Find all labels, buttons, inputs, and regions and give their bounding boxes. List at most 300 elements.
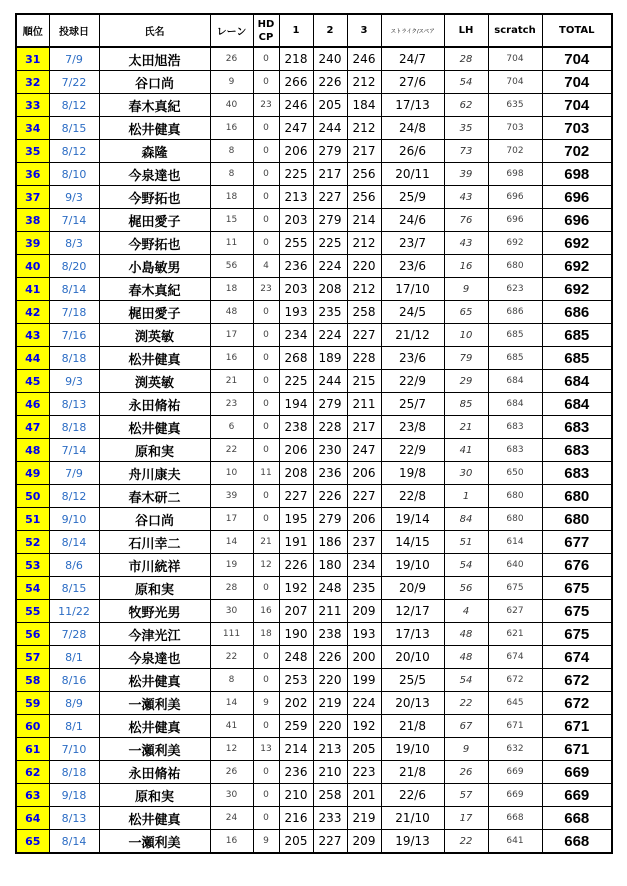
cell-lh: 48 [444,646,488,669]
cell-lane: 40 [210,94,253,117]
cell-game-3: 223 [347,761,381,784]
cell-name: 原和実 [99,577,210,600]
table-row [16,830,612,854]
cell-game-2: 236 [313,462,347,485]
cell-game-3: 237 [347,531,381,554]
cell-lane: 9 [210,71,253,94]
cell-total: 680 [542,485,612,508]
cell-name: 永田脩祐 [99,393,210,416]
cell-game-2: 226 [313,485,347,508]
table-row [16,140,612,163]
cell-total: 677 [542,531,612,554]
cell-scratch: 614 [488,531,542,554]
cell-game-2: 279 [313,393,347,416]
cell-name: 今泉達也 [99,163,210,186]
cell-total: 669 [542,784,612,807]
cell-game-1: 226 [279,554,313,577]
cell-total: 696 [542,186,612,209]
table-row [16,416,612,439]
cell-lh: 73 [444,140,488,163]
cell-lane: 30 [210,784,253,807]
cell-name: 小島敏男 [99,255,210,278]
cell-rank: 39 [16,232,49,255]
cell-strike-spare: 21/8 [381,761,444,784]
cell-strike-spare: 25/5 [381,669,444,692]
cell-lh: 22 [444,692,488,715]
cell-game-2: 227 [313,830,347,854]
cell-lane: 14 [210,692,253,715]
cell-total: 685 [542,324,612,347]
cell-name: 今泉達也 [99,646,210,669]
cell-lane: 22 [210,646,253,669]
cell-hdcp: 0 [253,117,279,140]
cell-lane: 18 [210,278,253,301]
table-row [16,94,612,117]
cell-lane: 26 [210,761,253,784]
cell-hdcp: 4 [253,255,279,278]
cell-lh: 54 [444,71,488,94]
cell-rank: 62 [16,761,49,784]
cell-lh: 67 [444,715,488,738]
cell-name: 松井健真 [99,669,210,692]
cell-lh: 79 [444,347,488,370]
cell-date: 9/3 [49,186,99,209]
cell-name: 松井健真 [99,807,210,830]
cell-lh: 54 [444,554,488,577]
cell-lh: 30 [444,462,488,485]
cell-total: 692 [542,232,612,255]
cell-hdcp: 0 [253,807,279,830]
cell-total: 686 [542,301,612,324]
cell-game-3: 220 [347,255,381,278]
cell-game-3: 212 [347,278,381,301]
table-row [16,278,612,301]
cell-scratch: 704 [488,71,542,94]
cell-strike-spare: 26/6 [381,140,444,163]
cell-name: 舟川康夫 [99,462,210,485]
cell-lane: 8 [210,669,253,692]
cell-strike-spare: 22/9 [381,370,444,393]
cell-game-2: 213 [313,738,347,761]
cell-game-1: 248 [279,646,313,669]
cell-date: 8/3 [49,232,99,255]
table-row [16,554,612,577]
cell-game-2: 208 [313,278,347,301]
cell-game-3: 217 [347,140,381,163]
cell-game-2: 244 [313,370,347,393]
cell-game-3: 205 [347,738,381,761]
header-row [16,14,612,47]
cell-lh: 22 [444,830,488,854]
cell-game-2: 279 [313,209,347,232]
cell-rank: 32 [16,71,49,94]
cell-hdcp: 0 [253,163,279,186]
cell-name: 一瀬利美 [99,830,210,854]
cell-game-2: 238 [313,623,347,646]
cell-lh: 41 [444,439,488,462]
cell-game-2: 224 [313,324,347,347]
cell-lane: 22 [210,439,253,462]
cell-date: 8/9 [49,692,99,715]
cell-game-2: 219 [313,692,347,715]
cell-hdcp: 0 [253,232,279,255]
cell-game-1: 193 [279,301,313,324]
cell-game-1: 238 [279,416,313,439]
cell-rank: 53 [16,554,49,577]
cell-date: 8/16 [49,669,99,692]
cell-game-3: 199 [347,669,381,692]
table-row [16,462,612,485]
cell-lane: 26 [210,47,253,71]
cell-game-2: 248 [313,577,347,600]
cell-strike-spare: 14/15 [381,531,444,554]
cell-scratch: 683 [488,439,542,462]
cell-name: 一瀬利美 [99,738,210,761]
cell-game-1: 203 [279,209,313,232]
cell-total: 675 [542,600,612,623]
cell-hdcp: 13 [253,738,279,761]
cell-date: 8/10 [49,163,99,186]
cell-rank: 40 [16,255,49,278]
cell-lh: 76 [444,209,488,232]
cell-game-1: 207 [279,600,313,623]
cell-date: 8/1 [49,646,99,669]
cell-date: 7/9 [49,462,99,485]
cell-date: 8/14 [49,278,99,301]
cell-total: 683 [542,439,612,462]
cell-game-3: 193 [347,623,381,646]
cell-date: 7/18 [49,301,99,324]
cell-game-3: 209 [347,600,381,623]
cell-lh: 85 [444,393,488,416]
cell-hdcp: 0 [253,715,279,738]
cell-game-2: 240 [313,47,347,71]
cell-lane: 19 [210,554,253,577]
cell-game-2: 205 [313,94,347,117]
cell-total: 675 [542,623,612,646]
cell-lane: 16 [210,830,253,854]
cell-lh: 57 [444,784,488,807]
cell-hdcp: 23 [253,94,279,117]
cell-name: 梶田愛子 [99,209,210,232]
cell-rank: 33 [16,94,49,117]
cell-rank: 43 [16,324,49,347]
cell-total: 683 [542,462,612,485]
cell-strike-spare: 20/9 [381,577,444,600]
cell-total: 671 [542,738,612,761]
cell-game-3: 192 [347,715,381,738]
cell-name: 牧野光男 [99,600,210,623]
cell-game-3: 256 [347,163,381,186]
cell-rank: 57 [16,646,49,669]
cell-hdcp: 0 [253,416,279,439]
cell-lh: 51 [444,531,488,554]
cell-scratch: 683 [488,416,542,439]
cell-total: 672 [542,669,612,692]
cell-lane: 8 [210,140,253,163]
cell-scratch: 680 [488,485,542,508]
cell-rank: 49 [16,462,49,485]
cell-date: 8/12 [49,140,99,163]
cell-lane: 17 [210,508,253,531]
cell-scratch: 685 [488,347,542,370]
cell-game-1: 214 [279,738,313,761]
header-lh: LH [444,14,488,47]
cell-total: 698 [542,163,612,186]
cell-game-3: 217 [347,416,381,439]
cell-total: 683 [542,416,612,439]
cell-game-2: 279 [313,140,347,163]
cell-date: 8/15 [49,117,99,140]
cell-strike-spare: 21/8 [381,715,444,738]
cell-game-2: 228 [313,416,347,439]
cell-scratch: 685 [488,324,542,347]
cell-name: 渕英敏 [99,324,210,347]
cell-scratch: 696 [488,209,542,232]
cell-game-3: 256 [347,186,381,209]
cell-lane: 23 [210,393,253,416]
cell-total: 672 [542,692,612,715]
cell-lane: 48 [210,301,253,324]
cell-game-1: 259 [279,715,313,738]
table-row [16,393,612,416]
cell-scratch: 684 [488,393,542,416]
cell-hdcp: 0 [253,784,279,807]
cell-date: 8/13 [49,393,99,416]
cell-rank: 38 [16,209,49,232]
cell-strike-spare: 17/13 [381,623,444,646]
table-row [16,577,612,600]
cell-rank: 55 [16,600,49,623]
cell-game-3: 219 [347,807,381,830]
cell-game-2: 279 [313,508,347,531]
cell-strike-spare: 24/5 [381,301,444,324]
cell-lh: 21 [444,416,488,439]
cell-lane: 30 [210,600,253,623]
cell-scratch: 698 [488,163,542,186]
cell-rank: 58 [16,669,49,692]
cell-date: 8/14 [49,830,99,854]
cell-game-2: 226 [313,71,347,94]
cell-rank: 64 [16,807,49,830]
cell-name: 松井健真 [99,117,210,140]
cell-rank: 65 [16,830,49,854]
table-row [16,600,612,623]
cell-rank: 63 [16,784,49,807]
cell-strike-spare: 24/6 [381,209,444,232]
cell-game-1: 236 [279,761,313,784]
cell-rank: 54 [16,577,49,600]
cell-total: 669 [542,761,612,784]
cell-lh: 56 [444,577,488,600]
table-row [16,531,612,554]
cell-game-2: 227 [313,186,347,209]
cell-game-3: 258 [347,301,381,324]
cell-strike-spare: 12/17 [381,600,444,623]
cell-game-1: 266 [279,71,313,94]
cell-lh: 28 [444,47,488,71]
cell-game-2: 210 [313,761,347,784]
cell-lh: 39 [444,163,488,186]
cell-lh: 65 [444,301,488,324]
cell-date: 7/16 [49,324,99,347]
table-row [16,71,612,94]
cell-scratch: 684 [488,370,542,393]
cell-scratch: 692 [488,232,542,255]
cell-game-2: 189 [313,347,347,370]
table-body [16,47,612,853]
cell-game-2: 233 [313,807,347,830]
cell-total: 671 [542,715,612,738]
cell-date: 8/18 [49,416,99,439]
header-game-2: 2 [313,14,347,47]
header-rank: 順位 [16,14,49,47]
cell-name: 今野拓也 [99,232,210,255]
cell-strike-spare: 17/13 [381,94,444,117]
cell-lh: 84 [444,508,488,531]
table-row [16,347,612,370]
cell-strike-spare: 19/10 [381,738,444,761]
cell-game-1: 246 [279,94,313,117]
cell-hdcp: 9 [253,830,279,854]
cell-game-3: 209 [347,830,381,854]
cell-date: 7/9 [49,47,99,71]
cell-scratch: 702 [488,140,542,163]
cell-name: 太田旭浩 [99,47,210,71]
cell-lh: 26 [444,761,488,784]
cell-game-2: 220 [313,669,347,692]
cell-scratch: 680 [488,508,542,531]
cell-game-3: 228 [347,347,381,370]
cell-lane: 16 [210,347,253,370]
cell-total: 703 [542,117,612,140]
cell-total: 680 [542,508,612,531]
cell-name: 今津光江 [99,623,210,646]
cell-scratch: 703 [488,117,542,140]
header-hdcp-line1: HD [257,18,275,30]
cell-game-1: 206 [279,439,313,462]
cell-rank: 47 [16,416,49,439]
cell-date: 9/3 [49,370,99,393]
cell-game-1: 205 [279,830,313,854]
header-hdcp [253,14,279,47]
cell-game-3: 206 [347,508,381,531]
cell-lane: 24 [210,807,253,830]
cell-game-1: 202 [279,692,313,715]
cell-strike-spare: 19/14 [381,508,444,531]
cell-game-1: 208 [279,462,313,485]
cell-lh: 9 [444,278,488,301]
cell-name: 春木真紀 [99,94,210,117]
cell-name: 松井健真 [99,416,210,439]
cell-game-1: 247 [279,117,313,140]
cell-lane: 111 [210,623,253,646]
cell-rank: 59 [16,692,49,715]
cell-game-2: 224 [313,255,347,278]
table-row [16,47,612,71]
cell-rank: 35 [16,140,49,163]
cell-rank: 36 [16,163,49,186]
table-header [16,14,612,47]
cell-total: 704 [542,47,612,71]
table-row [16,715,612,738]
cell-date: 8/20 [49,255,99,278]
cell-lane: 28 [210,577,253,600]
table-row [16,186,612,209]
cell-strike-spare: 20/13 [381,692,444,715]
cell-game-3: 212 [347,117,381,140]
cell-scratch: 671 [488,715,542,738]
cell-lh: 9 [444,738,488,761]
cell-hdcp: 12 [253,554,279,577]
cell-date: 8/6 [49,554,99,577]
cell-game-1: 190 [279,623,313,646]
cell-strike-spare: 25/7 [381,393,444,416]
cell-date: 9/10 [49,508,99,531]
cell-game-1: 234 [279,324,313,347]
cell-game-1: 194 [279,393,313,416]
cell-game-1: 195 [279,508,313,531]
cell-hdcp: 0 [253,301,279,324]
cell-name: 春木真紀 [99,278,210,301]
cell-scratch: 669 [488,761,542,784]
cell-strike-spare: 22/9 [381,439,444,462]
cell-game-2: 244 [313,117,347,140]
cell-game-2: 217 [313,163,347,186]
cell-name: 渕英敏 [99,370,210,393]
cell-game-1: 268 [279,347,313,370]
cell-lh: 43 [444,232,488,255]
cell-game-3: 200 [347,646,381,669]
cell-rank: 61 [16,738,49,761]
cell-hdcp: 0 [253,508,279,531]
table-row [16,485,612,508]
cell-rank: 50 [16,485,49,508]
cell-hdcp: 11 [253,462,279,485]
cell-strike-spare: 20/10 [381,646,444,669]
cell-lh: 43 [444,186,488,209]
cell-game-2: 211 [313,600,347,623]
cell-game-1: 218 [279,47,313,71]
cell-scratch: 645 [488,692,542,715]
cell-game-1: 255 [279,232,313,255]
cell-game-2: 226 [313,646,347,669]
cell-game-1: 206 [279,140,313,163]
cell-hdcp: 0 [253,140,279,163]
cell-scratch: 696 [488,186,542,209]
cell-scratch: 675 [488,577,542,600]
cell-hdcp: 0 [253,485,279,508]
header-strike-spare: ストライク/スペア [381,14,444,47]
cell-hdcp: 0 [253,209,279,232]
cell-rank: 45 [16,370,49,393]
header-total: TOTAL [542,14,612,47]
cell-total: 696 [542,209,612,232]
cell-strike-spare: 23/6 [381,255,444,278]
cell-strike-spare: 21/10 [381,807,444,830]
cell-game-3: 184 [347,94,381,117]
cell-strike-spare: 17/10 [381,278,444,301]
cell-game-2: 186 [313,531,347,554]
cell-lane: 41 [210,715,253,738]
cell-name: 原和実 [99,784,210,807]
cell-game-3: 206 [347,462,381,485]
cell-rank: 44 [16,347,49,370]
cell-date: 9/18 [49,784,99,807]
cell-game-3: 227 [347,324,381,347]
cell-date: 7/14 [49,439,99,462]
cell-game-2: 225 [313,232,347,255]
